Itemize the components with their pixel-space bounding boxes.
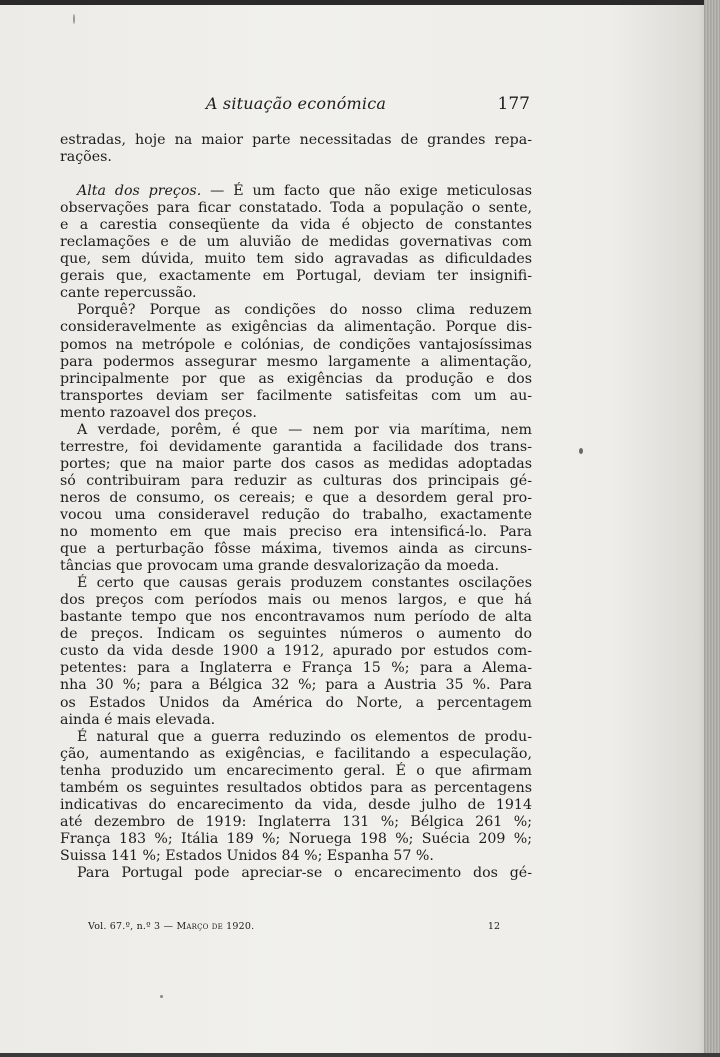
scan-speck [579, 448, 583, 454]
text-line: ção, aumentando as exigências, e facilitando a especulação, [60, 745, 532, 762]
paragraph-gap [60, 166, 532, 183]
text-line: transportes deviam ser facilmente satisfeitas com um au- [60, 387, 532, 404]
text-line: só contribuiram para reduzir as culturas dos principais gé- [60, 472, 532, 489]
text-line: dos preços com períodos mais ou menos largos, e que há [60, 592, 532, 609]
text-line: neros de consumo, os cereais; e que a desordem geral pro- [60, 489, 532, 506]
text-line: pomos na metrópole e colónias, de condições vantajosíssimas [60, 336, 532, 353]
text-line: tâncias que provocam uma grande desvalorização da moeda. [60, 558, 500, 575]
text-line: cante repercussão. [60, 285, 197, 302]
text-line: tenha produzido um encarecimento geral. É o que afirmam [60, 762, 532, 779]
text-line: também os seguintes resultados obtidos para as percentagens [60, 779, 532, 796]
body-text [60, 132, 532, 882]
footer-date: Março de 1920. [176, 921, 255, 932]
text-line: no momento em que mais preciso era intensificá-lo. Para [60, 524, 532, 541]
text-line: até dezembro de 1919: Inglaterra 131 %; Bélgica 261 %; [60, 813, 532, 830]
text-line: consideravelmente as exigências da alimentação. Porque dis- [60, 319, 532, 336]
text-line: que a perturbação fôsse máxima, tivemos ainda as circuns- [60, 541, 532, 558]
page-binding-edge [704, 0, 720, 1057]
text-line: petentes: para a Inglaterra e França 15 %; para a Alema- [60, 660, 532, 677]
text-line: estradas, hoje na maior parte necessitadas de grandes repa- [60, 132, 532, 148]
text-line: terrestre, foi devidamente garantida a facilidade dos trans- [60, 438, 532, 455]
text-line: que, sem dúvida, muito tem sido agravadas as dificuldades [60, 251, 532, 268]
text-line: custo da vida desde 1900 a 1912, apurado por estudos com- [60, 643, 532, 660]
running-header [60, 94, 532, 118]
scan-speck [160, 995, 163, 998]
text-line: Suissa 141 %; Estados Unidos 84 %; Espanha 57 %. [60, 847, 434, 864]
text-line: de preços. Indicam os seguintes números o aumento do [60, 626, 532, 643]
footer-volume: Vol. 67.º, n.º 3 — [88, 921, 174, 932]
text-line: portes; que na maior parte dos casos as medidas adoptadas [60, 455, 532, 472]
text-line: É natural que a guerra reduzindo os elementos de produ- [77, 728, 532, 745]
text-line: observações para ficar constatado. Toda a população o sente, [60, 200, 532, 217]
section-heading: Alta dos preços. [77, 183, 202, 200]
running-title: A situação económica [205, 94, 387, 113]
text-line: principalmente por que as exigências da produção e dos [60, 370, 532, 387]
page-bottom-edge [0, 1053, 720, 1057]
text-line: os Estados Unidos da América do Norte, a percentagem [60, 694, 532, 711]
text-line: rações. [60, 149, 112, 166]
text-line: mento razoavel dos preços. [60, 404, 257, 421]
page-number: 177 [497, 94, 530, 114]
scan-speck [73, 14, 75, 24]
text-line: indicativas do encarecimento da vida, desde julho de 1914 [60, 796, 532, 813]
text-line: bastante tempo que nos encontravamos num período de alta [60, 609, 532, 626]
text-line: É certo que causas gerais produzem constantes oscilações [77, 575, 532, 592]
text-line: e a carestia conseqüente da vida é objecto de constantes [60, 217, 532, 234]
text-run: — É um facto que não exige meticulosas [201, 183, 532, 200]
text-line: França 183 %; Itália 189 %; Noruega 198 %; Suécia 209 %; [60, 830, 532, 847]
page-footer [88, 921, 500, 935]
text-line: vocou uma consideravel redução do trabalho, exactamente [60, 506, 532, 523]
text-line: ainda é mais elevada. [60, 711, 216, 728]
text-line [60, 183, 532, 200]
page-top-edge [0, 0, 720, 5]
text-line: Para Portugal pode apreciar-se o encarecimento dos gé- [77, 864, 532, 881]
text-line: reclamações e de um aluvião de medidas governativas com [60, 234, 532, 251]
footer-volume-info [88, 921, 254, 932]
text-line: para podermos assegurar mesmo largamente a alimentação, [60, 353, 532, 370]
text-line: Porquê? Porque as condições do nosso clima reduzem [77, 302, 532, 319]
footer-signature: 12 [487, 921, 500, 932]
text-line: nha 30 %; para a Bélgica 32 %; para a Austria 35 %. Para [60, 677, 532, 694]
text-line: gerais que, exactamente em Portugal, deviam ter insignifi- [60, 268, 532, 285]
text-line: A verdade, porêm, é que — nem por via marítima, nem [77, 421, 532, 438]
